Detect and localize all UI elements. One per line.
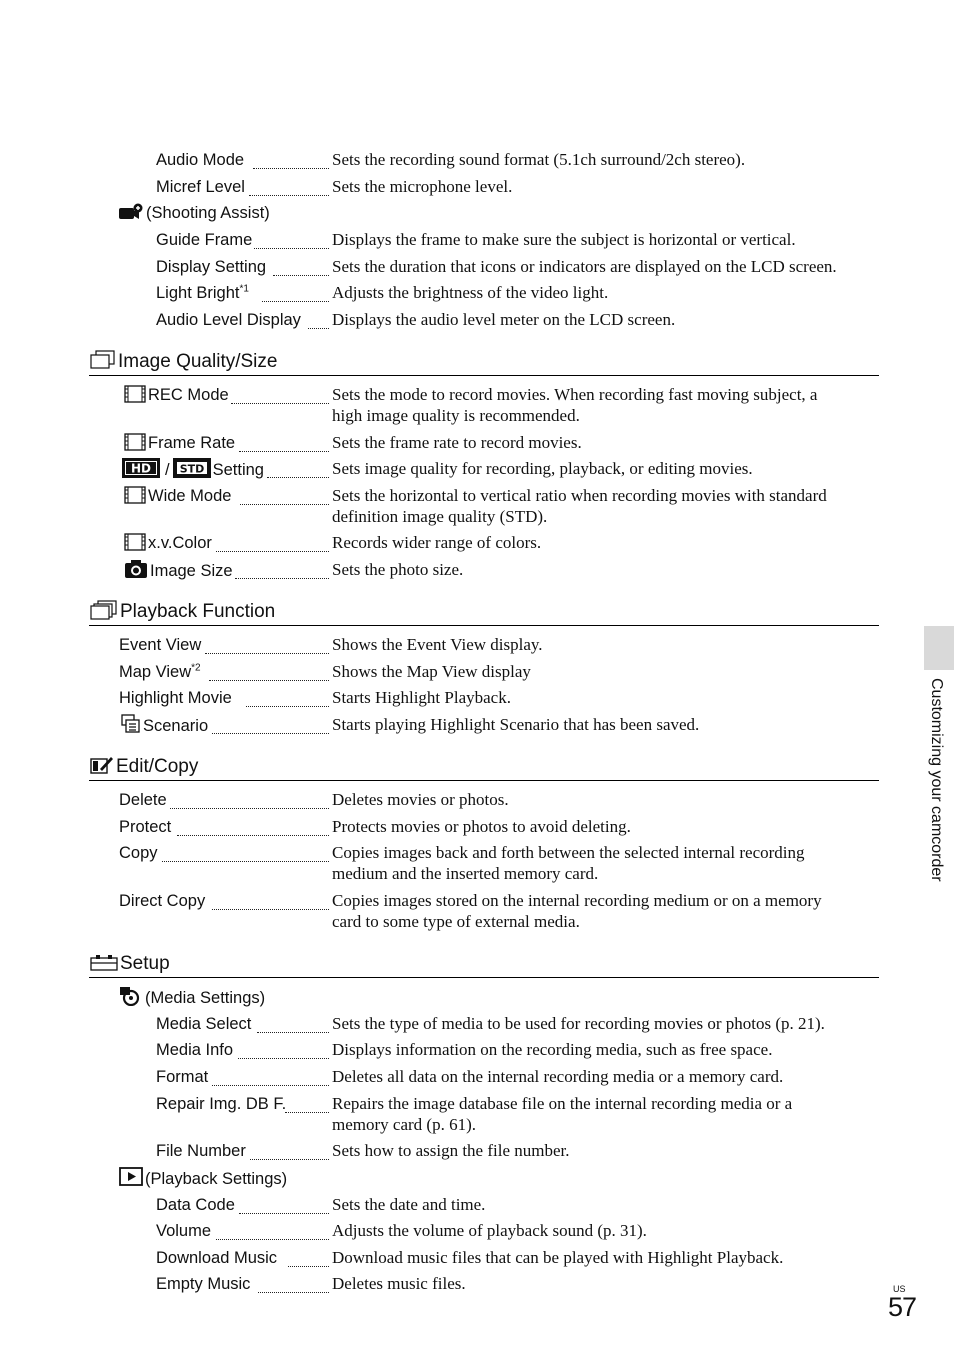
- menu-term: Empty Music: [156, 1275, 251, 1293]
- playback-settings-icon: [119, 1167, 143, 1187]
- menu-row: [0, 661, 954, 683]
- menu-desc: Sets the recording sound format (5.1ch surround/2ch stereo).: [332, 150, 746, 169]
- menu-desc: Shows the Map View display: [332, 662, 531, 681]
- leader-dots: [205, 634, 329, 654]
- leader-dots: [216, 1220, 329, 1240]
- menu-desc: Starts playing Highlight Scenario that has been saved.: [332, 715, 700, 734]
- menu-row: [0, 384, 954, 428]
- menu-row: [0, 485, 954, 529]
- menu-term: Copy: [119, 844, 158, 862]
- section-title-text: Playback Function: [120, 601, 276, 622]
- menu-row: [0, 1273, 954, 1295]
- footnote-mark: *1: [239, 283, 249, 295]
- playback-settings-header: [119, 1167, 287, 1190]
- menu-term: Guide Frame: [156, 231, 253, 249]
- menu-term: Protect: [119, 818, 172, 836]
- leader-dots: [231, 384, 329, 404]
- menu-term: Display Setting: [156, 258, 267, 276]
- movie-icon: [124, 433, 146, 451]
- menu-row: [0, 714, 954, 736]
- leader-dots: [308, 309, 329, 329]
- menu-row: [0, 1013, 954, 1035]
- menu-term: Volume: [156, 1222, 212, 1240]
- menu-row: [0, 789, 954, 811]
- setup-icon: [90, 954, 118, 972]
- region-code: US: [893, 1284, 906, 1294]
- menu-desc: Copies images stored on the internal recording medium or on a memory card to some type of external media.: [332, 891, 822, 931]
- leader-dots: [235, 559, 329, 579]
- menu-desc: Starts Highlight Playback.: [332, 688, 511, 707]
- leader-dots: [249, 176, 329, 196]
- section-title-text: Setup: [120, 953, 170, 974]
- menu-row: [0, 432, 954, 454]
- menu-desc: Sets the microphone level.: [332, 177, 513, 196]
- leader-dots: [257, 1013, 329, 1033]
- leader-dots: [239, 1194, 329, 1214]
- leader-dots: [177, 816, 329, 836]
- menu-term: x.v.Color: [124, 532, 212, 554]
- menu-desc: Download music files that can be played with Highlight Playback.: [332, 1248, 784, 1267]
- menu-desc: Sets the duration that icons or indicators are displayed on the LCD screen.: [332, 257, 837, 276]
- menu-term: Audio Mode: [156, 151, 245, 169]
- menu-term: Data Code: [156, 1196, 235, 1214]
- menu-row: [0, 176, 954, 198]
- menu-row: [0, 687, 954, 709]
- leader-dots: [288, 1247, 329, 1267]
- menu-desc: Records wider range of colors.: [332, 533, 542, 552]
- menu-desc: Repairs the image database file on the internal recording media or a memory card (p. 61).: [332, 1094, 793, 1134]
- menu-row: [0, 816, 954, 838]
- leader-dots: [170, 789, 329, 809]
- std-icon: [173, 458, 211, 478]
- menu-term: Light Bright$^{*1}$: [156, 283, 249, 302]
- camera-icon: [124, 559, 148, 579]
- menu-desc: Sets the type of media to be used for recording movies or photos (p. 21).: [332, 1014, 825, 1033]
- movie-icon: [124, 533, 146, 551]
- menu-row: [0, 634, 954, 656]
- hd-icon: [122, 458, 160, 478]
- menu-row: [0, 256, 954, 278]
- leader-dots: [209, 661, 329, 681]
- leader-dots: [239, 432, 329, 452]
- menu-desc: Deletes all data on the internal recording media or a memory card.: [332, 1067, 784, 1086]
- svg-text:STD: STD: [179, 462, 204, 476]
- section-title-edit-copy: [90, 755, 198, 779]
- section-title-setup: [90, 952, 170, 976]
- chapter-tab: [924, 626, 954, 670]
- leader-dots: [253, 149, 329, 169]
- menu-desc: Displays the audio level meter on the LCD screen.: [332, 310, 676, 329]
- scenario-icon: [121, 714, 141, 734]
- menu-desc: Sets the horizontal to vertical ratio when recording movies with standard definition image quality (STD).: [332, 486, 827, 526]
- menu-desc: Displays information on the recording media, such as free space.: [332, 1040, 773, 1059]
- playback-function-icon: [90, 600, 118, 620]
- menu-term: Media Select: [156, 1015, 252, 1033]
- menu-desc: Adjusts the brightness of the video light.: [332, 283, 609, 302]
- menu-desc: Sets the photo size.: [332, 560, 464, 579]
- menu-desc: Shows the Event View display.: [332, 635, 543, 654]
- menu-row: [0, 559, 954, 581]
- menu-desc: Adjusts the volume of playback sound (p. 31).: [332, 1221, 647, 1240]
- leader-dots: [254, 229, 329, 249]
- section-rule: [89, 375, 879, 376]
- menu-row: [0, 229, 954, 251]
- leader-dots: [212, 890, 329, 910]
- menu-desc: Protects movies or photos to avoid deleting.: [332, 817, 631, 836]
- leader-dots: [273, 256, 329, 276]
- menu-term: File Number: [156, 1142, 246, 1160]
- leader-dots: [250, 1140, 329, 1160]
- menu-term: Event View: [119, 636, 202, 654]
- menu-desc: Sets image quality for recording, playback, or editing movies.: [332, 459, 753, 478]
- leader-dots: [238, 1039, 329, 1059]
- section-rule: [89, 625, 879, 626]
- menu-term: Scenario: [121, 714, 208, 737]
- movie-icon: [124, 385, 146, 403]
- menu-row: [0, 149, 954, 171]
- section-title-image-quality: [90, 350, 277, 374]
- leader-dots: [212, 1066, 329, 1086]
- shooting-assist-header: [118, 202, 270, 224]
- leader-dots: [162, 842, 329, 862]
- menu-term: HD / STD Setting: [122, 458, 264, 481]
- menu-desc: Displays the frame to make sure the subject is horizontal or vertical.: [332, 230, 796, 249]
- menu-row: [0, 842, 954, 886]
- media-settings-label: (Media Settings): [145, 989, 266, 1007]
- leader-dots: [267, 458, 329, 478]
- menu-term: Repair Img. DB F.: [156, 1095, 287, 1113]
- menu-row: [0, 1247, 954, 1269]
- leader-dots: [216, 532, 329, 552]
- menu-term: Frame Rate: [124, 432, 235, 454]
- menu-term: Highlight Movie: [119, 689, 232, 707]
- menu-desc: Sets the date and time.: [332, 1195, 486, 1214]
- menu-desc: Sets how to assign the file number.: [332, 1141, 570, 1160]
- image-quality-icon: [90, 350, 116, 370]
- menu-term: Format: [156, 1068, 209, 1086]
- page-number: 57: [888, 1292, 917, 1322]
- menu-term: Media Info: [156, 1041, 234, 1059]
- leader-dots: [246, 687, 329, 707]
- svg-text:HD: HD: [130, 461, 152, 476]
- leader-dots: [240, 485, 329, 505]
- menu-desc: Sets the mode to record movies. When recording fast moving subject, a high image quality is recommended.: [332, 385, 818, 425]
- menu-row: [0, 1194, 954, 1216]
- leader-dots: [285, 1093, 329, 1113]
- shooting-assist-icon: [118, 203, 144, 221]
- section-rule: [89, 977, 879, 978]
- movie-icon: [124, 486, 146, 504]
- section-title-text: Edit/Copy: [116, 756, 199, 777]
- menu-desc: Deletes music files.: [332, 1274, 466, 1293]
- media-settings-header: [119, 986, 265, 1009]
- menu-term: Micref Level: [156, 178, 245, 196]
- menu-row: [0, 1093, 954, 1137]
- menu-row: [0, 532, 954, 554]
- chapter-label: [926, 678, 946, 918]
- menu-desc: Sets the frame rate to record movies.: [332, 433, 582, 452]
- leader-dots: [258, 1273, 329, 1293]
- menu-term: Download Music: [156, 1249, 278, 1267]
- menu-term: Image Size: [124, 559, 233, 582]
- menu-term: Direct Copy: [119, 892, 206, 910]
- media-settings-icon: [119, 986, 143, 1006]
- section-title-playback-function: [90, 600, 275, 624]
- menu-term: REC Mode: [124, 384, 229, 406]
- menu-desc: Copies images back and forth between the selected internal recording medium and the inserted memory card.: [332, 843, 805, 883]
- section-rule: [89, 780, 879, 781]
- menu-term: Wide Mode: [124, 485, 231, 507]
- menu-term: Audio Level Display: [156, 311, 301, 329]
- menu-row: [0, 1220, 954, 1242]
- menu-row: [0, 1039, 954, 1061]
- shooting-assist-label: (Shooting Assist): [146, 204, 270, 222]
- menu-row: [0, 1066, 954, 1088]
- playback-settings-label: (Playback Settings): [145, 1170, 288, 1188]
- menu-term: Delete: [119, 791, 167, 809]
- footnote-mark: *2: [191, 662, 201, 674]
- menu-desc: Deletes movies or photos.: [332, 790, 509, 809]
- menu-row: [0, 282, 954, 304]
- menu-row: [0, 458, 954, 480]
- edit-copy-icon: [90, 755, 114, 775]
- menu-row: [0, 890, 954, 934]
- menu-row: [0, 309, 954, 331]
- menu-term: Map View$^{*2}$: [119, 662, 201, 681]
- leader-dots: [212, 714, 329, 734]
- section-title-text: Image Quality/Size: [118, 351, 278, 372]
- chapter-label-text: Customizing your camcorder: [928, 678, 945, 882]
- leader-dots: [262, 282, 329, 302]
- menu-row: [0, 1140, 954, 1162]
